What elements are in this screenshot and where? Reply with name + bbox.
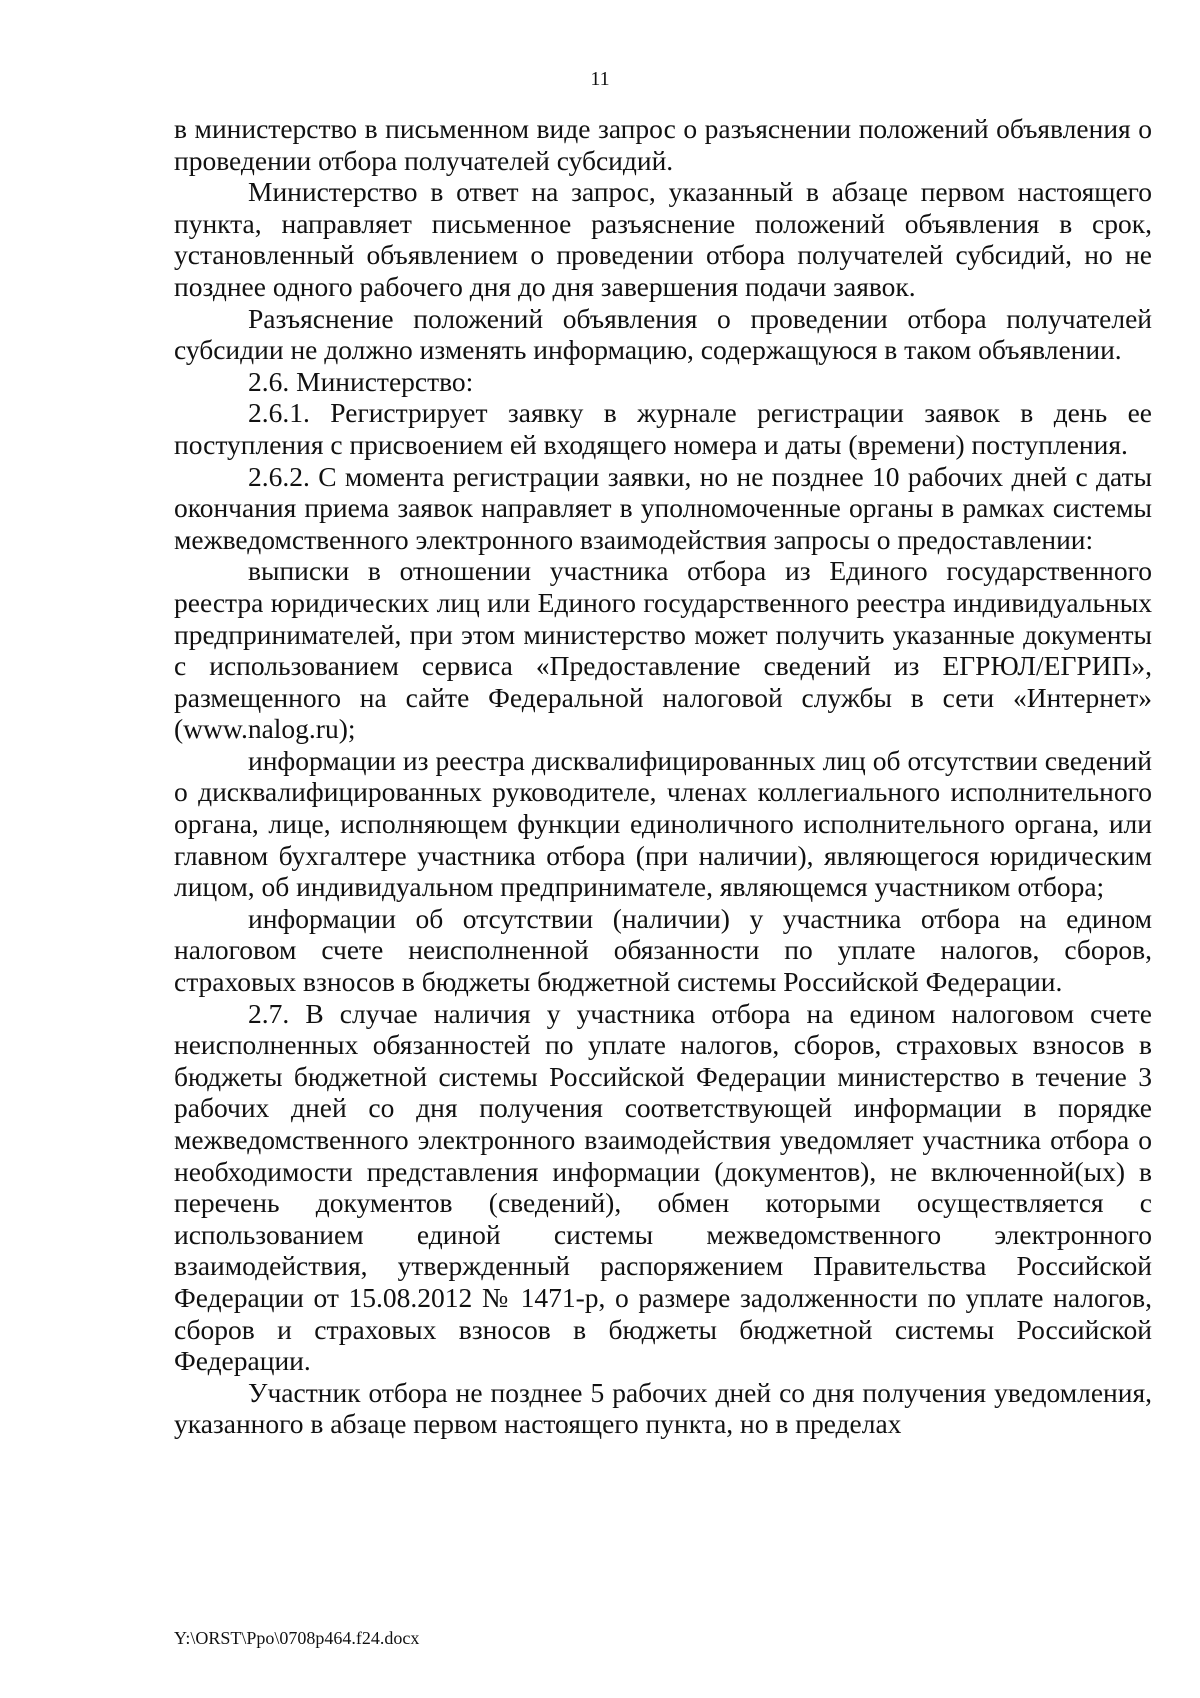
- paragraph-2-6-2: 2.6.2. С момента регистрации заявки, но не позднее 10 рабочих дней с даты окончания приема заявок направляет в уполномоченные органы в рамках системы межведомственного электронного взаимодействия запросы о предоставлении:: [174, 460, 1152, 555]
- footer-file-path: Y:\ORST\Ppo\0708p464.f24.docx: [174, 1628, 420, 1648]
- page-number: 11: [590, 68, 610, 90]
- list-item-egrul-extract: выписки в отношении участника отбора из Единого государственного реестра юридических лиц или Единого государственного реестра индивидуальных предпринимателей, при этом министерство может получить указанные документы с использованием сервиса «Предоставление сведений из ЕГРЮЛ/ЕГРИП», размещенного на сайте Федеральной налоговой службы в сети «Интернет» (www.nalog.ru);: [174, 555, 1152, 745]
- section-heading-2-6: 2.6. Министерство:: [248, 365, 474, 397]
- paragraph-ministry-reply: Министерство в ответ на запрос, указанный в абзаце первом настоящего пункта, направляет письменное разъяснение положений объявления в срок, установленный объявлением о проведении отбора получателей субсидий, но не позднее одного рабочего дня до дня завершения подачи заявок.: [174, 176, 1152, 302]
- document-body: [174, 113, 1152, 1440]
- list-item-disqualified-registry: информации из реестра дисквалифицированных лиц об отсутствии сведений о дисквалифицированных руководителе, членах коллегиального исполнительного органа, лице, исполняющем функции единоличного исполнительного органа, или главном бухгалтере участника отбора (при наличии), являющегося юридическим лицом, об индивидуальном предпринимателе, являющемся участником отбора;: [174, 744, 1152, 903]
- paragraph-2-7: 2.7. В случае наличия у участника отбора на едином налоговом счете неисполненных обязанностей по уплате налогов, сборов, страховых взносов в бюджеты бюджетной системы Российской Федерации министерство в течение 3 рабочих дней со дня получения соответствующей информации в порядке межведомственного электронного взаимодействия уведомляет участника отбора о необходимости представления информации (документов), не включенной(ых) в перечень документов (сведений), обмен которыми осуществляется с использованием единой системы межведомственного электронного взаимодействия, утвержденный распоряжением Правительства Российской Федерации от 15.08.2012 № 1471-р, о размере задолженности по уплате налогов, сборов и страховых взносов в бюджеты бюджетной системы Российской Федерации.: [174, 997, 1152, 1377]
- list-item-tax-account: информации об отсутствии (наличии) у участника отбора на едином налоговом счете неисполненной обязанности по уплате налогов, сборов, страховых взносов в бюджеты бюджетной системы Российской Федерации.: [174, 902, 1152, 998]
- paragraph-participant-deadline: Участник отбора не позднее 5 рабочих дней со дня получения уведомления, указанного в абзаце первом настоящего пункта, но в пределах: [174, 1376, 1152, 1440]
- paragraph-2-6-1: 2.6.1. Регистрирует заявку в журнале регистрации заявок в день ее поступления с присвоением ей входящего номера и даты (времени) поступления.: [174, 397, 1152, 460]
- paragraph-continuation: в министерство в письменном виде запрос о разъяснении положений объявления о проведении отбора получателей субсидий.: [174, 113, 1152, 176]
- paragraph-clarification: Разъяснение положений объявления о проведении отбора получателей субсидии не должно изменять информацию, содержащуюся в таком объявлении.: [174, 302, 1152, 366]
